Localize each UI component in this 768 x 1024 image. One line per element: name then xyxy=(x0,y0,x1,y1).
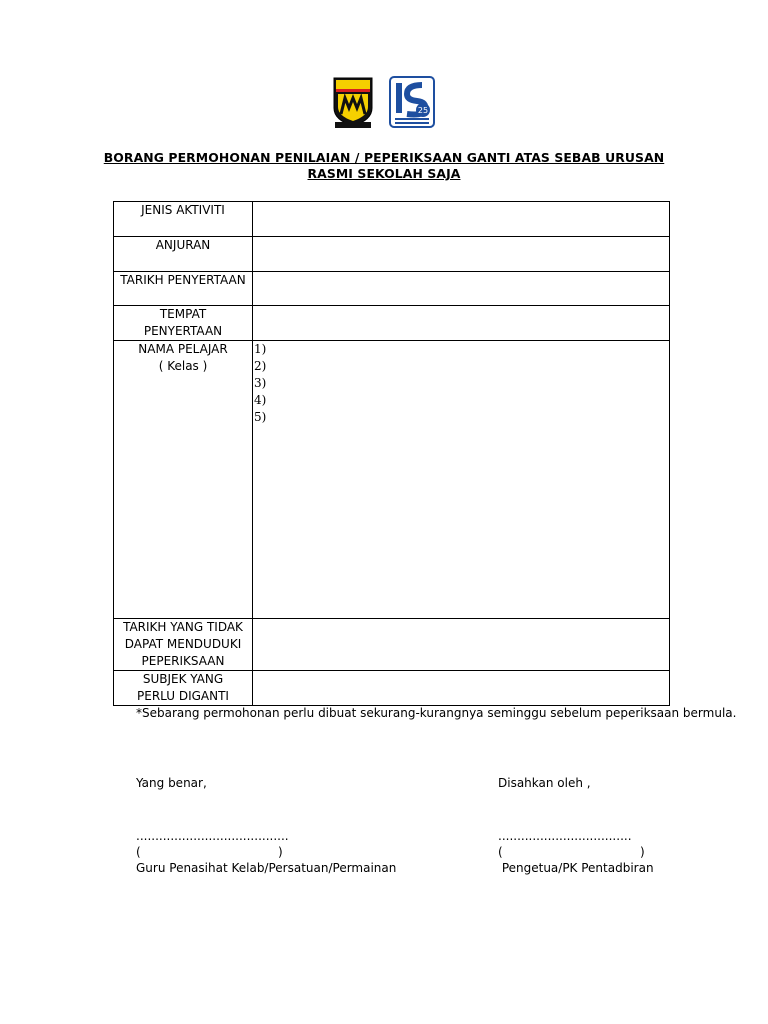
signature-line[interactable]: ........................................ xyxy=(136,829,289,843)
signature-role: Pengetua/PK Pentadbiran xyxy=(498,861,654,875)
signature-right-block xyxy=(498,828,654,876)
subjek-field[interactable] xyxy=(253,671,670,706)
table-row xyxy=(114,341,670,619)
row-label: TARIKH YANG TIDAK DAPAT MENDUDUKI PEPERIKSAAN xyxy=(114,619,253,671)
student-entry: 4) xyxy=(254,393,267,407)
kelas-label: ( Kelas ) xyxy=(158,359,208,373)
anjuran-field[interactable] xyxy=(253,237,670,272)
row-label: ANJURAN xyxy=(114,237,253,272)
table-row xyxy=(114,237,670,272)
signature-role: Guru Penasihat Kelab/Persatuan/Permainan xyxy=(136,861,397,875)
row-label: TARIKH PENYERTAAN xyxy=(114,272,253,306)
row-label: SUBJEK YANG PERLU DIGANTI xyxy=(114,671,253,706)
tarikh-penyertaan-field[interactable] xyxy=(253,272,670,306)
school-crest-logo xyxy=(331,76,375,130)
jenis-aktiviti-field[interactable] xyxy=(253,202,670,237)
signature-left xyxy=(136,775,207,791)
table-row xyxy=(114,306,670,341)
signature-right xyxy=(498,775,591,791)
is-logo xyxy=(389,76,435,130)
student-entry: 5) xyxy=(254,410,267,424)
form-title: BORANG PERMOHONAN PENILAIAN / PEPERIKSAAN GANTI ATAS SEBAB URUSAN RASMI SEKOLAH SAJA xyxy=(103,150,665,181)
form-note: *Sebarang permohonan perlu dibuat sekurang-kurangnya seminggu sebelum peperiksaan bermula. xyxy=(136,706,737,720)
table-row xyxy=(114,619,670,671)
form-table xyxy=(113,201,670,706)
student-row-label xyxy=(114,341,253,619)
nama-pelajar-label: NAMA PELAJAR xyxy=(138,342,228,356)
signature-left-block xyxy=(136,828,396,876)
tarikh-tidak-dapat-field[interactable] xyxy=(253,619,670,671)
signature-heading: Yang benar, xyxy=(136,776,207,790)
student-entry: 1) xyxy=(254,342,267,356)
school-logos xyxy=(331,76,437,130)
signature-name-bracket[interactable]: ( ) xyxy=(498,845,645,859)
row-label: JENIS AKTIVITI xyxy=(114,202,253,237)
student-list-field[interactable] xyxy=(253,341,670,619)
signature-line[interactable]: ................................... xyxy=(498,829,632,843)
table-row xyxy=(114,202,670,237)
signature-name-bracket[interactable]: ( ) xyxy=(136,845,283,859)
tempat-penyertaan-field[interactable] xyxy=(253,306,670,341)
signature-heading: Disahkan oleh , xyxy=(498,776,591,790)
svg-text:25: 25 xyxy=(417,106,429,115)
table-row xyxy=(114,272,670,306)
table-row xyxy=(114,671,670,706)
row-label: TEMPAT PENYERTAAN xyxy=(114,306,253,341)
student-entry: 3) xyxy=(254,376,267,390)
student-entry: 2) xyxy=(254,359,267,373)
